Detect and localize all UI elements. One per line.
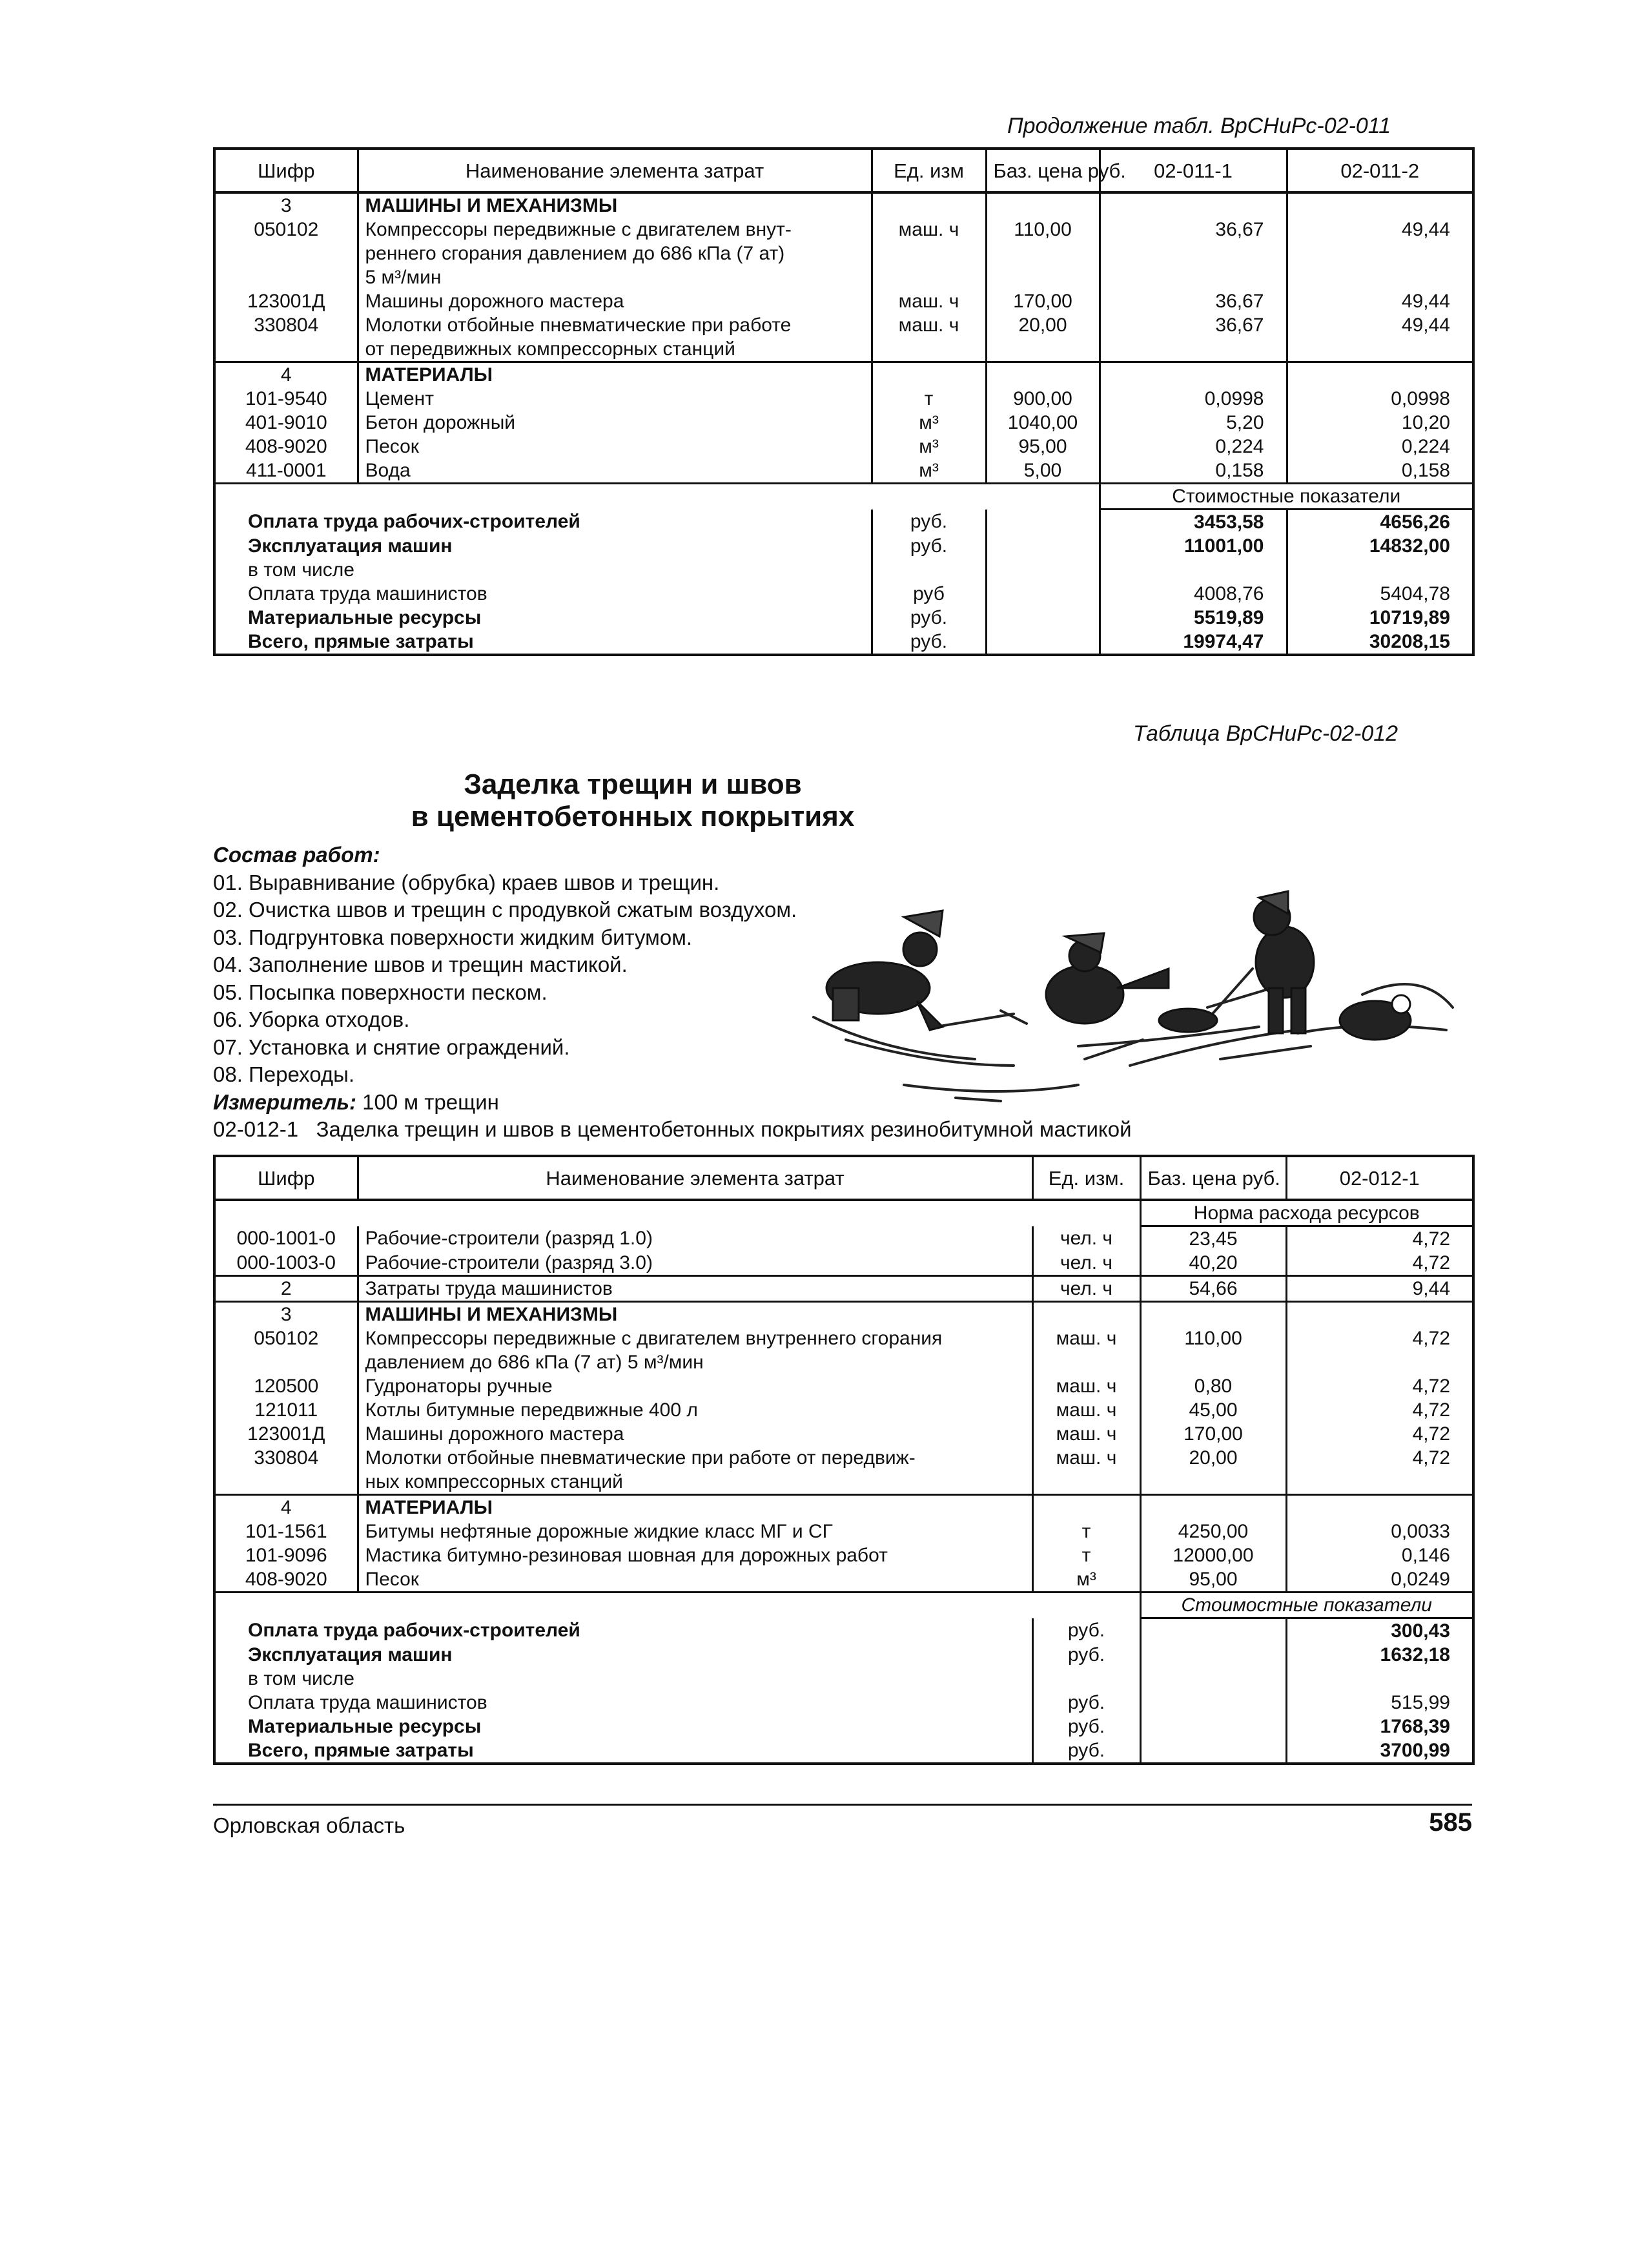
row-code: 2 (214, 1276, 358, 1302)
empty-cell (1140, 1691, 1286, 1715)
cost-value-2: 4656,26 (1287, 510, 1473, 535)
page-number: 585 (1429, 1808, 1472, 1837)
row-value-1 (1286, 1470, 1473, 1495)
row-unit (872, 265, 986, 289)
table-row (214, 218, 1473, 242)
cost-header: Стоимостные показатели (1140, 1593, 1473, 1618)
row-price: 95,00 (1140, 1567, 1286, 1593)
empty-cell (1140, 1738, 1286, 1764)
row-name: Песок (358, 435, 872, 459)
row-code: 120500 (214, 1374, 358, 1398)
row-value-1: 4,72 (1286, 1422, 1473, 1446)
column-header: Наименование элемента затрат (358, 1156, 1032, 1200)
row-unit (1032, 1495, 1140, 1520)
row-name: Бетон дорожный (358, 411, 872, 435)
table-row (214, 242, 1473, 265)
row-code: 4 (214, 1495, 358, 1520)
table-row (214, 289, 1473, 313)
row-unit: маш. ч (872, 218, 986, 242)
table-row (214, 1326, 1473, 1350)
table-row (214, 387, 1473, 411)
row-name: МАТЕРИАЛЫ (358, 362, 872, 387)
row-price: 20,00 (1140, 1446, 1286, 1470)
row-price (986, 192, 1100, 218)
row-value-2 (1287, 242, 1473, 265)
cost-value-2: 30208,15 (1287, 630, 1473, 655)
row-name: Песок (358, 1567, 1032, 1593)
row-code: 4 (214, 362, 358, 387)
row-code: 330804 (214, 313, 358, 337)
table-row (214, 1470, 1473, 1495)
row-value-2: 0,158 (1287, 459, 1473, 484)
row-unit (1032, 1302, 1140, 1327)
table-row (214, 1226, 1473, 1252)
row-unit: маш. ч (1032, 1398, 1140, 1422)
row-unit: т (1032, 1520, 1140, 1543)
header-row (214, 149, 1473, 192)
row-value-2: 49,44 (1287, 289, 1473, 313)
cost-row (214, 1691, 1473, 1715)
row-value-1: 4,72 (1286, 1398, 1473, 1422)
work-item: 08. Переходы. (213, 1062, 354, 1086)
row-value-2: 0,224 (1287, 435, 1473, 459)
work-item: 02. Очистка швов и трещин с продувкой сжатым воздухом. (213, 898, 797, 922)
row-price: 170,00 (986, 289, 1100, 313)
cost-unit: руб. (1032, 1691, 1140, 1715)
work-item: 05. Посыпка поверхности песком. (213, 980, 548, 1004)
cost-unit: руб. (872, 510, 986, 535)
row-unit: м³ (1032, 1567, 1140, 1593)
column-header: Ед. изм (872, 149, 986, 192)
row-price: 12000,00 (1140, 1543, 1286, 1567)
row-value-1: 4,72 (1286, 1226, 1473, 1252)
cost-row (214, 534, 1473, 558)
cost-row (214, 582, 1473, 606)
row-price (986, 265, 1100, 289)
empty-cell (986, 558, 1100, 582)
cost-unit: руб. (1032, 1618, 1140, 1644)
empty-cell (986, 510, 1100, 535)
row-value-1 (1100, 362, 1287, 387)
table-continuation-caption: Продолжение табл. ВрСНиРс-02-011 (1007, 114, 1391, 138)
row-unit: м³ (872, 459, 986, 484)
section-title (310, 768, 956, 833)
row-value-2 (1287, 337, 1473, 362)
row-value-1: 5,20 (1100, 411, 1287, 435)
table-row (214, 1350, 1473, 1374)
row-name: ных компрессорных станций (358, 1470, 1032, 1495)
cost-label: Оплата труда рабочих-строителей (214, 510, 872, 535)
table-row (214, 1374, 1473, 1398)
column-header: Баз. цена руб. (986, 149, 1100, 192)
row-value-1: 36,67 (1100, 313, 1287, 337)
row-value-1: 0,158 (1100, 459, 1287, 484)
cost-row (214, 558, 1473, 582)
row-name: Затраты труда машинистов (358, 1276, 1032, 1302)
table-row (214, 1495, 1473, 1520)
column-header: 02-011-1 (1100, 149, 1287, 192)
row-unit: маш. ч (872, 313, 986, 337)
cost-value-1: 19974,47 (1100, 630, 1287, 655)
cost-unit: руб. (1032, 1738, 1140, 1764)
row-price: 0,80 (1140, 1374, 1286, 1398)
row-value-1 (1100, 337, 1287, 362)
row-price: 23,45 (1140, 1226, 1286, 1252)
work-item: 07. Установка и снятие ограждений. (213, 1035, 570, 1059)
row-price: 4250,00 (1140, 1520, 1286, 1543)
row-code: 408-9020 (214, 435, 358, 459)
row-name: 5 м³/мин (358, 265, 872, 289)
row-value-2 (1287, 362, 1473, 387)
row-value-1: 4,72 (1286, 1446, 1473, 1470)
row-unit: маш. ч (1032, 1374, 1140, 1398)
cost-value-1: 4008,76 (1100, 582, 1287, 606)
row-name: МАШИНЫ И МЕХАНИЗМЫ (358, 192, 872, 218)
cost-unit: руб. (872, 630, 986, 655)
cost-value-1: 1632,18 (1286, 1643, 1473, 1667)
row-name: Машины дорожного мастера (358, 289, 872, 313)
row-unit: т (872, 387, 986, 411)
row-code: 408-9020 (214, 1567, 358, 1593)
row-code (214, 1350, 358, 1374)
row-code: 330804 (214, 1446, 358, 1470)
row-unit: маш. ч (1032, 1446, 1140, 1470)
empty-cell (1140, 1618, 1286, 1644)
column-header: Шифр (214, 149, 358, 192)
row-price (986, 337, 1100, 362)
cost-unit: руб (872, 582, 986, 606)
row-value-1 (1286, 1302, 1473, 1327)
cost-header-row (214, 484, 1473, 510)
meter-label: Измеритель: (213, 1089, 356, 1114)
row-value-1 (1286, 1350, 1473, 1374)
row-code: 050102 (214, 1326, 358, 1350)
table-row (214, 1520, 1473, 1543)
row-unit: чел. ч (1032, 1251, 1140, 1276)
cost-label: в том числе (214, 1667, 1032, 1691)
cost-unit: руб. (872, 534, 986, 558)
row-code: 000-1003-0 (214, 1251, 358, 1276)
row-name: Цемент (358, 387, 872, 411)
row-unit (1032, 1470, 1140, 1495)
cost-label: Материальные ресурсы (214, 1715, 1032, 1738)
empty-cell (214, 484, 1100, 510)
row-price: 54,66 (1140, 1276, 1286, 1302)
row-price: 110,00 (986, 218, 1100, 242)
cost-row (214, 606, 1473, 630)
cost-label: в том числе (214, 558, 872, 582)
row-price (1140, 1302, 1286, 1327)
work-item: 04. Заполнение швов и трещин мастикой. (213, 953, 628, 976)
row-price: 1040,00 (986, 411, 1100, 435)
row-unit: т (1032, 1543, 1140, 1567)
footer-region: Орловская область (213, 1813, 405, 1837)
row-value-1: 36,67 (1100, 218, 1287, 242)
cost-row (214, 1618, 1473, 1644)
row-unit (1032, 1350, 1140, 1374)
row-code (214, 242, 358, 265)
row-name: давлением до 686 кПа (7 ат) 5 м³/мин (358, 1350, 1032, 1374)
table-02-012 (213, 1155, 1475, 1765)
cost-value-1: 300,43 (1286, 1618, 1473, 1644)
cost-value-2: 14832,00 (1287, 534, 1473, 558)
row-price: 170,00 (1140, 1422, 1286, 1446)
row-unit: чел. ч (1032, 1276, 1140, 1302)
cost-row (214, 1643, 1473, 1667)
row-name: Компрессоры передвижные с двигателем внутреннего сгорания (358, 1326, 1032, 1350)
work-item: 06. Уборка отходов. (213, 1007, 410, 1031)
cost-value-1: 1768,39 (1286, 1715, 1473, 1738)
row-code: 123001Д (214, 1422, 358, 1446)
row-unit: маш. ч (1032, 1326, 1140, 1350)
work-item: 01. Выравнивание (обрубка) краев швов и трещин. (213, 870, 720, 894)
row-value-1: 0,0998 (1100, 387, 1287, 411)
row-value-1: 0,224 (1100, 435, 1287, 459)
row-name: Рабочие-строители (разряд 1.0) (358, 1226, 1032, 1252)
row-name: Битумы нефтяные дорожные жидкие класс МГ и СГ (358, 1520, 1032, 1543)
row-code: 101-9540 (214, 387, 358, 411)
row-value-1 (1286, 1495, 1473, 1520)
cost-header-row (214, 1593, 1473, 1618)
table-row (214, 459, 1473, 484)
section-title-line-1: Заделка трещин и швов (464, 768, 802, 800)
cost-row (214, 1715, 1473, 1738)
row-value-1: 0,0033 (1286, 1520, 1473, 1543)
row-value-1: 4,72 (1286, 1374, 1473, 1398)
header-row (214, 1156, 1473, 1200)
column-header: Наименование элемента затрат (358, 149, 872, 192)
row-name: Вода (358, 459, 872, 484)
row-unit (872, 362, 986, 387)
cost-value-1: 3453,58 (1100, 510, 1287, 535)
row-price: 40,20 (1140, 1251, 1286, 1276)
cost-value-1: 3700,99 (1286, 1738, 1473, 1764)
row-value-1: 0,146 (1286, 1543, 1473, 1567)
empty-cell (214, 1200, 1140, 1226)
cost-value-1: 11001,00 (1100, 534, 1287, 558)
cost-value-2 (1287, 558, 1473, 582)
row-value-2: 49,44 (1287, 313, 1473, 337)
table-row (214, 1251, 1473, 1276)
table-row (214, 435, 1473, 459)
cost-value-2: 10719,89 (1287, 606, 1473, 630)
row-unit: чел. ч (1032, 1226, 1140, 1252)
row-name: Котлы битумные передвижные 400 л (358, 1398, 1032, 1422)
table-row (214, 313, 1473, 337)
empty-cell (1140, 1715, 1286, 1738)
table-row (214, 1398, 1473, 1422)
cost-label: Всего, прямые затраты (214, 630, 872, 655)
cost-unit (872, 558, 986, 582)
row-code: 121011 (214, 1398, 358, 1422)
row-code: 401-9010 (214, 411, 358, 435)
table-02-011 (213, 147, 1475, 656)
row-value-1 (1100, 242, 1287, 265)
row-value-2 (1287, 192, 1473, 218)
empty-cell (986, 582, 1100, 606)
row-value-1: 9,44 (1286, 1276, 1473, 1302)
table-row (214, 265, 1473, 289)
row-unit: маш. ч (1032, 1422, 1140, 1446)
row-value-1: 4,72 (1286, 1326, 1473, 1350)
section-title-line-2: в цементобетонных покрытиях (411, 801, 855, 832)
row-value-1: 4,72 (1286, 1251, 1473, 1276)
row-name: Компрессоры передвижные с двигателем внут- (358, 218, 872, 242)
road-workers-illustration (807, 891, 1466, 1104)
column-header: Шифр (214, 1156, 358, 1200)
cost-row (214, 510, 1473, 535)
row-name: Рабочие-строители (разряд 3.0) (358, 1251, 1032, 1276)
cost-value-1: 515,99 (1286, 1691, 1473, 1715)
cost-label: Всего, прямые затраты (214, 1738, 1032, 1764)
table-row (214, 411, 1473, 435)
row-value-2: 0,0998 (1287, 387, 1473, 411)
row-name: МАШИНЫ И МЕХАНИЗМЫ (358, 1302, 1032, 1327)
work-item: 03. Подгрунтовка поверхности жидким битумом. (213, 925, 693, 949)
row-code (214, 337, 358, 362)
cost-unit: руб. (1032, 1643, 1140, 1667)
cost-label: Эксплуатация машин (214, 1643, 1032, 1667)
cost-label: Оплата труда машинистов (214, 582, 872, 606)
row-code: 050102 (214, 218, 358, 242)
column-header: 02-011-2 (1287, 149, 1473, 192)
empty-cell (1140, 1667, 1286, 1691)
row-value-1: 0,0249 (1286, 1567, 1473, 1593)
row-code: 3 (214, 192, 358, 218)
empty-cell (986, 630, 1100, 655)
table-row (214, 1302, 1473, 1327)
row-value-2 (1287, 265, 1473, 289)
cost-label: Эксплуатация машин (214, 534, 872, 558)
table-subtitle: 02-012-1 Заделка трещин и швов в цементобетонных покрытиях резинобитумной мастикой (213, 1117, 1132, 1141)
row-unit: м³ (872, 411, 986, 435)
meter-value: 100 м трещин (362, 1089, 499, 1114)
row-unit: м³ (872, 435, 986, 459)
table-row (214, 192, 1473, 218)
row-name: МАТЕРИАЛЫ (358, 1495, 1032, 1520)
row-name: Машины дорожного мастера (358, 1422, 1032, 1446)
empty-cell (214, 1593, 1140, 1618)
row-name: реннего сгорания давлением до 686 кПа (7 ат) (358, 242, 872, 265)
row-price: 110,00 (1140, 1326, 1286, 1350)
row-code: 411-0001 (214, 459, 358, 484)
row-value-2: 10,20 (1287, 411, 1473, 435)
row-value-1 (1100, 265, 1287, 289)
empty-cell (1140, 1643, 1286, 1667)
row-price: 45,00 (1140, 1398, 1286, 1422)
row-code (214, 265, 358, 289)
row-price (986, 242, 1100, 265)
row-price: 5,00 (986, 459, 1100, 484)
cost-row (214, 1738, 1473, 1764)
cost-label: Оплата труда машинистов (214, 1691, 1032, 1715)
cost-value-1 (1100, 558, 1287, 582)
row-code: 3 (214, 1302, 358, 1327)
cost-row (214, 630, 1473, 655)
cost-header: Стоимостные показатели (1100, 484, 1473, 510)
cost-unit: руб. (1032, 1715, 1140, 1738)
table-row (214, 1543, 1473, 1567)
row-code: 101-1561 (214, 1520, 358, 1543)
table-row (214, 337, 1473, 362)
row-value-1: 36,67 (1100, 289, 1287, 313)
row-name: от передвижных компрессорных станций (358, 337, 872, 362)
row-price (1140, 1470, 1286, 1495)
row-price (1140, 1350, 1286, 1374)
row-value-1 (1100, 192, 1287, 218)
row-name: Молотки отбойные пневматические при работе от передвиж- (358, 1446, 1032, 1470)
table-row (214, 1446, 1473, 1470)
empty-cell (986, 534, 1100, 558)
column-header: Баз. цена руб. (1140, 1156, 1286, 1200)
table-row (214, 1422, 1473, 1446)
empty-cell (986, 606, 1100, 630)
row-price: 900,00 (986, 387, 1100, 411)
row-code: 101-9096 (214, 1543, 358, 1567)
row-code: 123001Д (214, 289, 358, 313)
table-row (214, 1276, 1473, 1302)
cost-row (214, 1667, 1473, 1691)
work-composition-label: Состав работ: (213, 843, 380, 867)
row-price: 95,00 (986, 435, 1100, 459)
cost-label: Материальные ресурсы (214, 606, 872, 630)
cost-value-2: 5404,78 (1287, 582, 1473, 606)
row-name: Гудронаторы ручные (358, 1374, 1032, 1398)
row-price (1140, 1495, 1286, 1520)
table-row (214, 362, 1473, 387)
norm-header: Норма расхода ресурсов (1140, 1200, 1473, 1226)
row-code: 000-1001-0 (214, 1226, 358, 1252)
column-header: Ед. изм. (1032, 1156, 1140, 1200)
row-unit: маш. ч (872, 289, 986, 313)
table-row (214, 1567, 1473, 1593)
row-unit (872, 242, 986, 265)
table-caption: Таблица ВрСНиРс-02-012 (1133, 721, 1398, 746)
row-price: 20,00 (986, 313, 1100, 337)
cost-label: Оплата труда рабочих-строителей (214, 1618, 1032, 1644)
cost-unit (1032, 1667, 1140, 1691)
row-name: Молотки отбойные пневматические при работе (358, 313, 872, 337)
footer-rule (213, 1804, 1472, 1806)
row-name: Мастика битумно-резиновая шовная для дорожных работ (358, 1543, 1032, 1567)
row-unit (872, 192, 986, 218)
row-code (214, 1470, 358, 1495)
cost-value-1 (1286, 1667, 1473, 1691)
row-price (986, 362, 1100, 387)
cost-value-1: 5519,89 (1100, 606, 1287, 630)
norm-header-row (214, 1200, 1473, 1226)
row-value-2: 49,44 (1287, 218, 1473, 242)
row-unit (872, 337, 986, 362)
cost-unit: руб. (872, 606, 986, 630)
column-header: 02-012-1 (1286, 1156, 1473, 1200)
